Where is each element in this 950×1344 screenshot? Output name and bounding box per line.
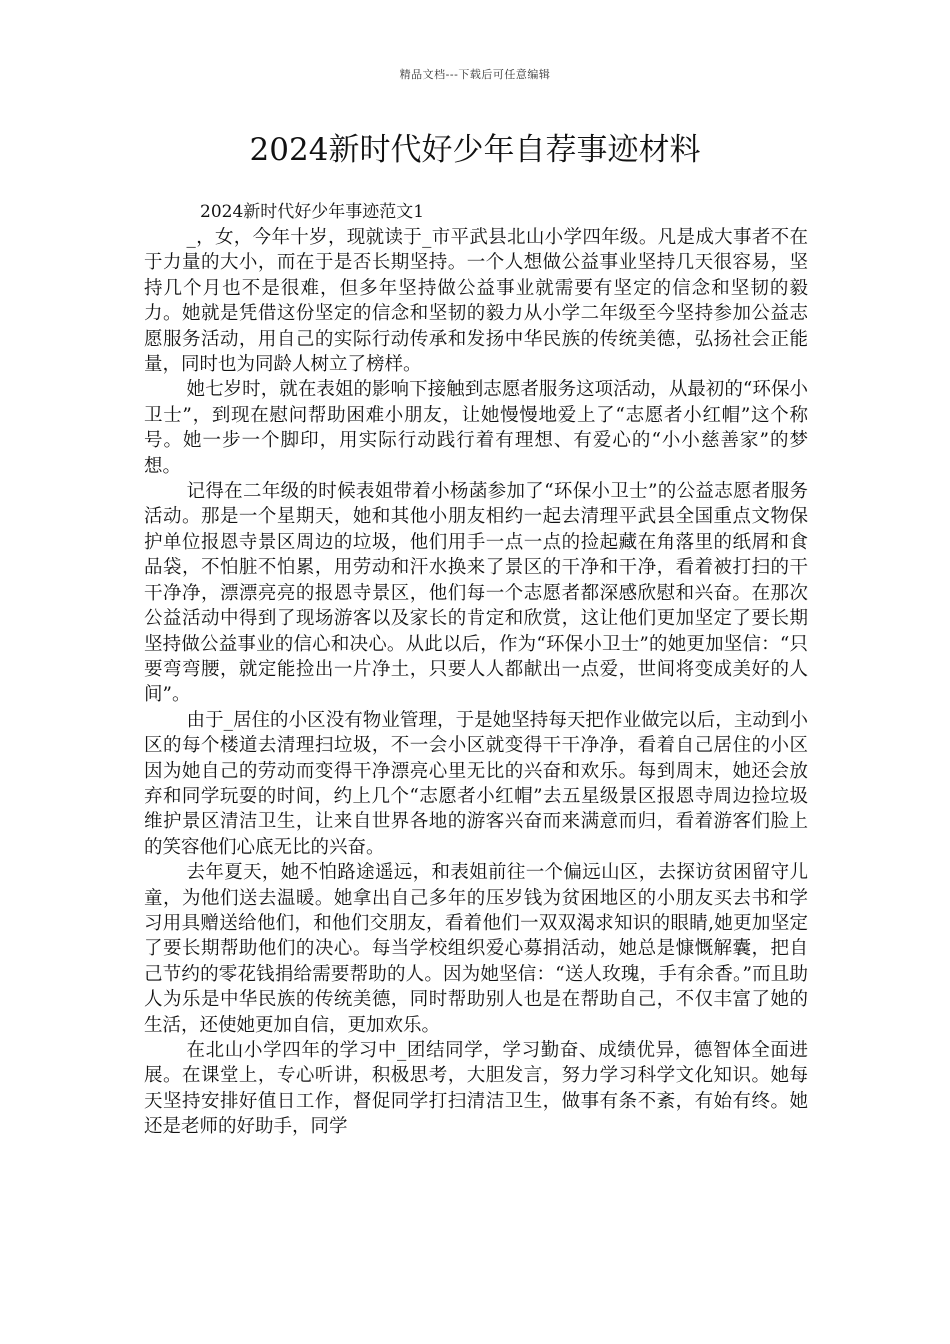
document-body (144, 199, 808, 1140)
paragraph-4: 由于_居住的小区没有物业管理，于是她坚持每天把作业做完以后，主动到小区的每个楼道去清理扫垃圾，不一会小区就变得干干净净，看着自己居住的小区因为她自己的劳动而变得干净漂亮心里无比的兴奋和欢乐。每到周末，她还会放弃和同学玩耍的时间，约上几个“志愿者小红帽”去五星级景区报恩寺周边捡垃圾维护景区清洁卫生，让来自世界各地的游客兴奋而来满意而归，看着游客们脸上的笑容他们心底无比的兴奋。 (144, 709, 808, 858)
paragraph-3: 记得在二年级的时候表姐带着小杨菡参加了“环保小卫士”的公益志愿者服务活动。那是一个星期天，她和其他小朋友相约一起去清理平武县全国重点文物保护单位报恩寺景区周边的垃圾，他们用手一点一点的捡起藏在角落里的纸屑和食品袋，不怕脏不怕累，用劳动和汗水换来了景区的干净和干净，看着被打扫的干干净净，漂漂亮亮的报恩寺景区，他们每一个志愿者都深感欣慰和兴奋。在那次公益活动中得到了现场游客以及家长的肯定和欣赏，这让他们更加坚定了要长期坚持做公益事业的信心和决心。从此以后，作为“环保小卫士”的她更加坚信：“只要弯弯腰，就定能捡出一片净土，只要人人都献出一点爱，世间将变成美好的人间”。 (144, 481, 808, 706)
paragraph-5: 去年夏天，她不怕路途遥远，和表姐前往一个偏远山区，去探访贫困留守儿童，为他们送去温暖。她拿出自己多年的压岁钱为贫困地区的小朋友买去书和学习用具赠送给他们，和他们交朋友，看着他们一双双渴求知识的眼睛,她更加坚定了要长期帮助他们的决心。每当学校组织爱心募捐活动，她总是慷慨解囊，把自己节约的零花钱捐给需要帮助的人。因为她坚信：“送人玫瑰，手有余香。”而且助人为乐是中华民族的传统美德，同时帮助别人也是在帮助自己，不仅丰富了她的生活，还使她更加自信，更加欢乐。 (144, 862, 808, 1036)
paragraph-2: 她七岁时，就在表姐的影响下接触到志愿者服务这项活动，从最初的“环保小卫士”，到现在慰问帮助困难小朋友，让她慢慢地爱上了“志愿者小红帽”这个称号。她一步一个脚印，用实际行动践行着有理想、有爱心的“小小慈善家”的梦想。 (144, 379, 808, 477)
paragraph-1: _，女，今年十岁，现就读于_市平武县北山小学四年级。凡是成大事者不在于力量的大小，而在于是否长期坚持。一个人想做公益事业坚持几天很容易，坚持几个月也不是很难，但多年坚持做公益事业就需要有坚定的信念和坚韧的毅力。她就是凭借这份坚定的信念和坚韧的毅力从小学二年级至今坚持参加公益志愿服务活动，用自己的实际行动传承和发扬中华民族的传统美德，弘扬社会正能量，同时也为同龄人树立了榜样。 (144, 227, 808, 376)
running-header: 精品文档---下载后可任意编辑 (399, 68, 551, 81)
section-subheading: 2024新时代好少年事迹范文1 (200, 202, 425, 222)
document-title: 2024新时代好少年自荐事迹材料 (249, 132, 701, 168)
paragraph-6: 在北山小学四年的学习中_团结同学，学习勤奋、成绩优异，德智体全面进展。在课堂上，专心听讲，积极思考，大胆发言，努力学习科学文化知识。她每天坚持安排好值日工作，督促同学打扫清洁卫生，做事有条不紊，有始有终。她还是老师的好助手，同学 (144, 1040, 808, 1138)
